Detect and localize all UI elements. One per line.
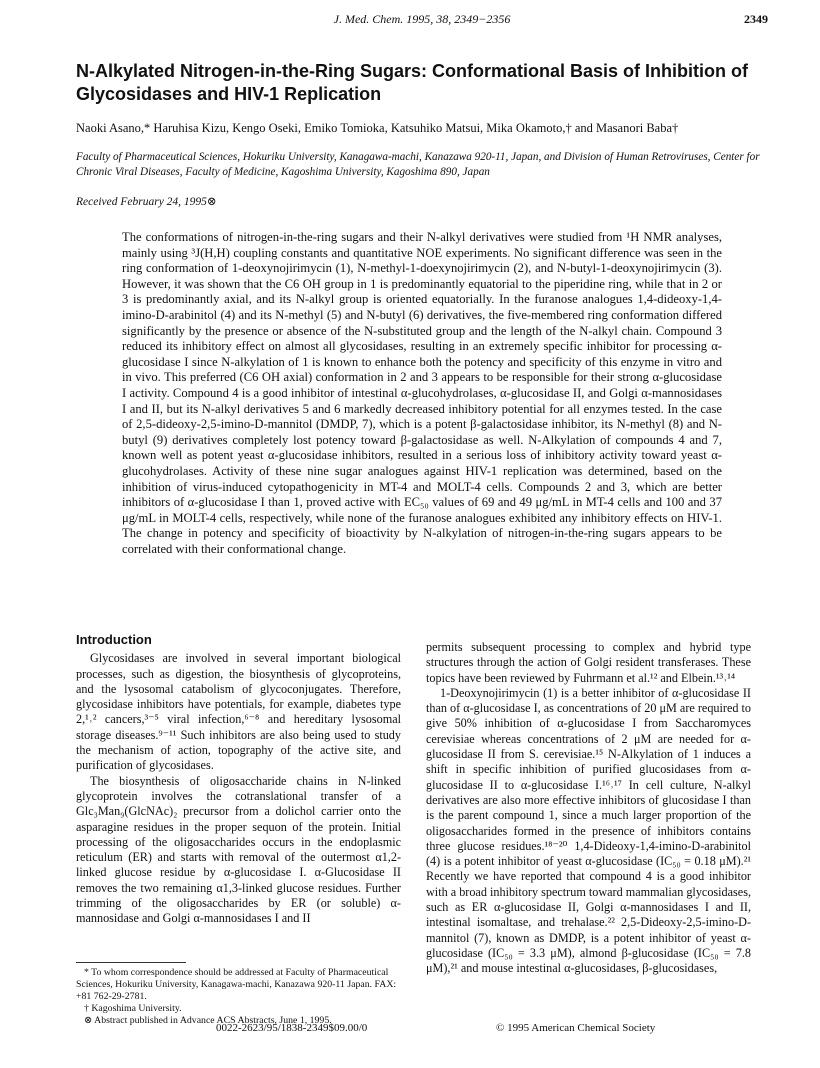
footnote-divider: [76, 962, 186, 963]
right-paragraph-2: 1-Deoxynojirimycin (1) is a better inhibitor of α-glucosidase II than of α-glucosidase I, as concentrations of 20 μM are required to give 50% inhibition of α-glucosidase I from Saccharomyces cerevisiae whereas concentrations of 2 μM are needed for α-glucosidase II from S. cerevisiae.¹⁵ N-Alkylation of 1 induces a shift in specific inhibition of purified glucosidases from α-glucosidase II to α-glucosidase I.¹⁶˒¹⁷ In cell culture, N-alkyl derivatives are also more effective inhibitors of glucosidase I than is the parent compound 1, since a much larger proportion of the oligosaccharides formed in the presence of inhibitors contains three glucose residues.¹⁸⁻²⁰ 1,4-Dideoxy-1,4-imino-D-arabinitol (4) is a potent inhibitor of yeast α-glucosidase (IC₅₀ = 0.18 μM).²¹ Recently we have reported that compound 4 is a good inhibitor with a broad inhibitory spectrum toward mammalian glycosidases, such as ER α-glucosidase II, Golgi α-mannosidases I and II, intestinal isomaltase, and trehalase.²² 2,5-Dideoxy-2,5-imino-D-mannitol (7), known as DMDP, is a potent inhibitor of yeast α-glucosidase (IC₅₀ = 3.3 μM), almond β-glucosidase (IC₅₀ = 7.8 μM),²¹ and mouse intestinal α-glucosidases, β-glucosidases,: [426, 685, 751, 976]
author-list: Naoki Asano,* Haruhisa Kizu, Kengo Oseki, Emiko Tomioka, Katsuhiko Matsui, Mika Okamoto,† and Masanori Baba†: [76, 121, 679, 135]
article-code: 0022-2623/95/1838-2349$09.00/0: [216, 1022, 368, 1034]
journal-citation: J. Med. Chem. 1995, 38, 2349−2356: [333, 12, 511, 26]
intro-paragraph-1: Glycosidases are involved in several important biological processes, such as digestion, the biosynthesis of glycoproteins, and the lysosomal catabolism of glycoconjugates. Therefore, glycosidase inhibitors have potentials, for example, diabetes type 2,¹˒² cancers,³⁻⁵ viral infection,⁶⁻⁸ and hereditary lysosomal storage diseases.⁹⁻¹¹ Such inhibitors are also being used to study the mechanism of action, topography of the active site, and purification of glycosidases.: [76, 651, 401, 773]
section-heading-introduction: Introduction: [76, 632, 152, 647]
footnotes: [76, 962, 401, 1027]
right-paragraph-1: permits subsequent processing to complex and hybrid type structures through the action of Golgi resident transferases. These topics have been reviewed by Fuhrmann et al.¹² and Elbein.¹³˒¹⁴: [426, 640, 751, 685]
page-number: 2349: [744, 12, 768, 26]
footnote-affiliation: † Kagoshima University.: [84, 1003, 182, 1014]
intro-paragraph-2: The biosynthesis of oligosaccharide chains in N-linked glycoprotein involves the cotranslational transfer of a Glc₃Man₉(GlcNAc)₂ precursor from a dolichol carrier onto the asparagine residues in the proper sequon of the protein. Initial processing of the oligosaccharides occurs in the endoplasmic reticulum (ER) and starts with removal of the outermost α1,2-linked glucose residue by α-glucosidase I. α-Glucosidase II removes the two remaining α1,3-linked glucose residues. Further trimming of the oligosaccharides by ER (or soluble) α-mannosidase and Golgi α-mannosidases I and II: [76, 773, 401, 926]
right-column: [426, 640, 751, 977]
left-column: [76, 632, 401, 927]
abstract: The conformations of nitrogen-in-the-ring sugars and their N-alkyl derivatives were studied from ¹H NMR analyses, mainly using ³J(H,H) coupling constants and quantitative NOE experiments. No significant difference was seen in the ring conformation of 1-deoxynojirimycin (1), N-methyl-1-doexynojirimycin (2), and N-butyl-1-deoxynojirimycin (3). However, it was shown that the C6 OH group in 1 is predominantly equatorial to the piperidine ring, while that in 2 or 3 is predominantly axial, and its N-alkyl group is oriented equatorially. In the furanose analogues 1,4-dideoxy-1,4-imino-D-arabinitol (4) and its N-methyl (5) and N-butyl (6) derivatives, the five-membered ring conformation differed significantly by the presence or absence of the N-substituted group and the length of the N-alkyl chain. Compound 3 reduced its inhibitory effect on almost all glycosidases, resulting in an extremely specific inhibitor for processing α-glucosidase I since N-alkylation of 1 is known to enhance both the potency and specificity of this enzyme in vitro and in vivo. This preferred (C6 OH axial) conformation in 2 and 3 appears to be responsible for their strong α-glucosidase I activity. Compound 4 is a good inhibitor of intestinal α-glucohydrolases, α-glucosidase II, and Golgi α-mannosidases I and II, but its N-alkyl derivatives 5 and 6 markedly decreased inhibitory potential for all enzymes tested. In the case of 2,5-dideoxy-2,5-imino-D-mannitol (DMDP, 7), which is a potent β-galactosidase inhibitor, its N-methyl (8) and N-butyl (9) derivatives completely lost potency toward β-galactosidase as well. N-Alkylation of compounds 4 and 7, known well as potent yeast α-glucosidase inhibitors, resulted in a serious loss of inhibitory activity toward yeast α-glucohydrolases. Activity of these nine sugar analogues against HIV-1 replication was determined, based on the inhibition of virus-induced cytopathogenicity in MT-4 and MOLT-4 cells. Compounds 2 and 3, which are better inhibitors of α-glucosidase I than 1, proved active with EC₅₀ values of 69 and 49 μg/mL in MT-4 cells and 100 and 37 μg/mL in MOLT-4 cells, respectively, while none of the furanose analogues exhibited any inhibitory effects on HIV-1. The change in potency and specificity of bioactivity by N-alkylation of nitrogen-in-the-ring sugars appears to be correlated with their conformational change.: [122, 230, 722, 556]
copyright-notice: © 1995 American Chemical Society: [496, 1022, 656, 1034]
affiliation: Faculty of Pharmaceutical Sciences, Hokuriku University, Kanagawa-machi, Kanazawa 920-11, Japan, and Division of Human Retroviruses, Center for Chronic Viral Diseases, Faculty of Medicine, Kagoshima University, Kagoshima 890, Japan: [76, 151, 760, 178]
footnote-abstract-published: ⊗ Abstract published in Advance ACS Abstracts, June 1, 1995.: [84, 1015, 332, 1026]
footnote-correspondence: * To whom correspondence should be addressed at Faculty of Pharmaceutical Sciences, Hokuriku University, Kanagawa-machi, Kanazawa 920-11 Japan. FAX: +81 762-29-2781.: [76, 967, 397, 1002]
paper-title: N-Alkylated Nitrogen-in-the-Ring Sugars: Conformational Basis of Inhibition of Glycosidases and HIV-1 Replication: [76, 61, 748, 104]
running-header: [76, 12, 768, 32]
received-date: Received February 24, 1995⊗: [76, 196, 217, 208]
